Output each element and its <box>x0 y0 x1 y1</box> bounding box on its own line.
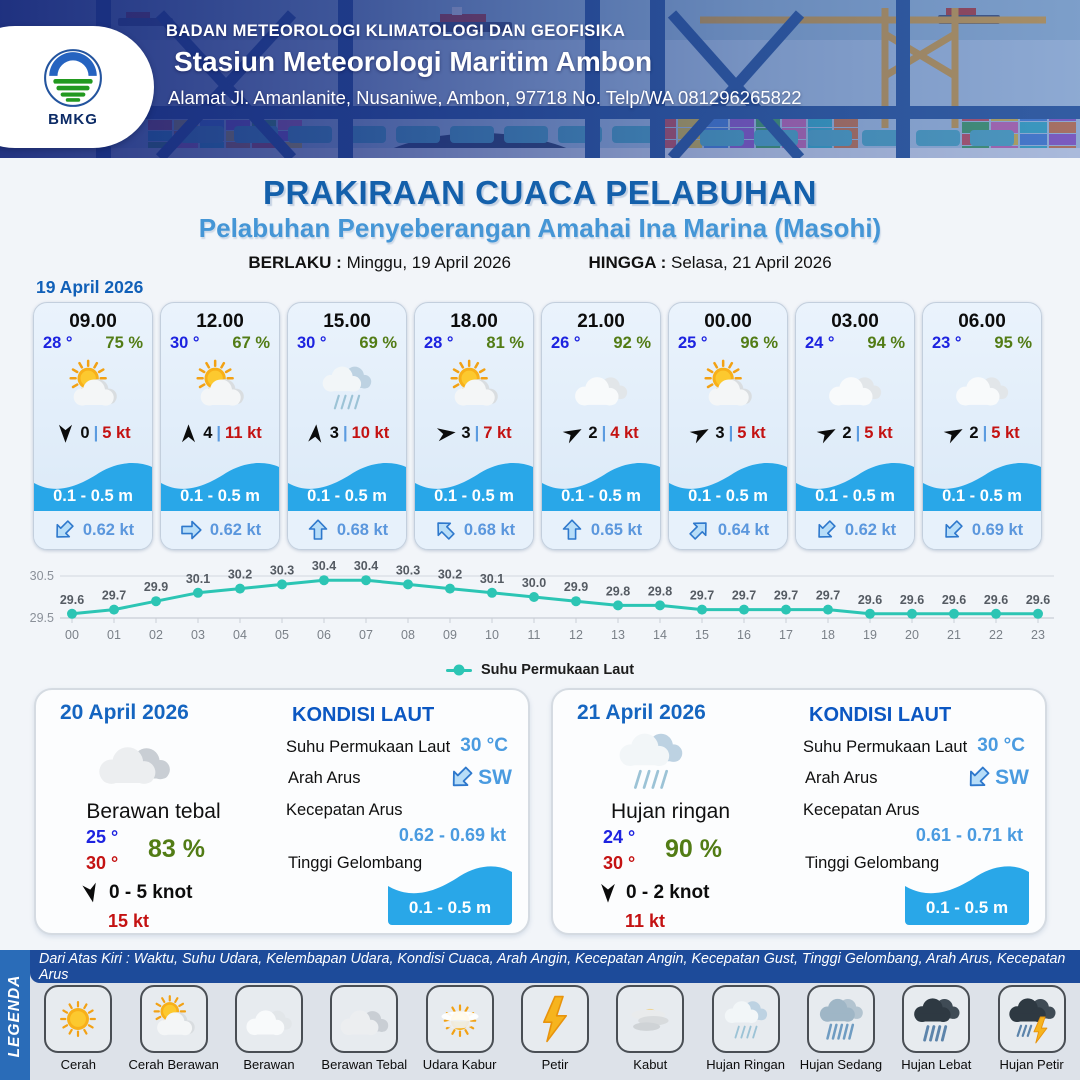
berawan-icon <box>796 356 914 418</box>
time-label: 15.00 <box>323 311 371 332</box>
humidity: 69 % <box>359 334 397 352</box>
humidity: 75 % <box>105 334 143 352</box>
svg-text:19: 19 <box>863 628 877 642</box>
temp-humidity-row <box>542 333 660 353</box>
temp-humidity-row <box>415 333 533 353</box>
svg-text:29.7: 29.7 <box>731 588 757 603</box>
berlaku-label: BERLAKU : <box>248 253 342 272</box>
svg-text:07: 07 <box>359 628 373 642</box>
svg-text:30.3: 30.3 <box>269 563 295 578</box>
current-row <box>542 511 660 549</box>
wave-height: 0.1 - 0.5 m <box>434 487 514 505</box>
wave-height: 0.1 - 0.5 m <box>180 487 260 505</box>
separator: | <box>342 424 348 442</box>
page-subtitle: Pelabuhan Penyeberangan Amahai Ina Marina (Masohi) <box>198 213 882 243</box>
wind-direction-icon <box>563 423 584 444</box>
wave-band <box>34 457 152 511</box>
temp-humidity-row <box>288 333 406 353</box>
separator: | <box>601 424 607 442</box>
current-speed: 0.69 kt <box>971 520 1024 539</box>
cerah-berawan-icon <box>669 356 787 418</box>
wave-height-label: Tinggi Gelombang <box>288 854 423 872</box>
svg-text:23: 23 <box>1031 628 1045 642</box>
svg-text:30.4: 30.4 <box>311 559 337 574</box>
gust-speed: 5 kt <box>864 424 893 442</box>
current-direction-icon <box>687 518 711 542</box>
legend-item-berawan <box>222 985 316 1072</box>
wind-speed: 2 <box>969 424 979 442</box>
wind-speed: 2 <box>842 424 852 442</box>
sst-label: Suhu Permukaan Laut <box>286 738 451 756</box>
sst-label: Suhu Permukaan Laut <box>803 738 968 756</box>
agency-name: BADAN METEOROLOGI KLIMATOLOGI DAN GEOFISIKA <box>166 22 626 40</box>
legend-item-label: Cerah Berawan <box>128 1057 219 1072</box>
wave-band <box>796 457 914 511</box>
svg-text:29.5: 29.5 <box>29 611 54 625</box>
current-row <box>161 511 279 549</box>
sea-conditions-title: KONDISI LAUT <box>809 704 952 726</box>
current-direction-icon <box>179 518 203 542</box>
daily-wind-row <box>597 882 709 904</box>
current-row <box>288 511 406 549</box>
hujan-lebat-icon <box>902 985 970 1053</box>
wind-direction-icon <box>436 423 457 444</box>
svg-text:30.1: 30.1 <box>479 571 505 586</box>
air-temperature: 30 ° <box>297 334 327 352</box>
legend-item-label: Hujan Ringan <box>706 1057 786 1072</box>
sst-chart <box>22 556 1062 674</box>
svg-text:11: 11 <box>527 628 541 642</box>
current-row <box>923 511 1041 549</box>
svg-text:29.8: 29.8 <box>647 584 673 599</box>
hujan-sedang-icon <box>807 985 875 1053</box>
svg-text:29.9: 29.9 <box>143 580 169 595</box>
svg-text:30.1: 30.1 <box>185 571 211 586</box>
daily-condition: Hujan ringan <box>610 800 731 823</box>
wave-height-box <box>388 862 512 925</box>
station-address: Alamat Jl. Amanlanite, Nusaniwe, Ambon, 97718 No. Telp/WA 081296265822 <box>168 87 802 108</box>
wind-row <box>923 423 1041 444</box>
humidity: 92 % <box>613 334 651 352</box>
legend-item-label: Hujan Lebat <box>901 1057 972 1072</box>
wave-height-value: 0.1 - 0.5 m <box>408 898 492 917</box>
svg-text:01: 01 <box>107 628 121 642</box>
separator: | <box>728 424 734 442</box>
current-speed-label: Kecepatan Arus <box>286 801 403 819</box>
current-speed: 0.64 kt <box>717 520 770 539</box>
current-speed-value: 0.62 - 0.69 kt <box>398 825 506 845</box>
temp-humidity-row <box>796 333 914 353</box>
chart-legend-marker-icon <box>446 669 472 672</box>
gust-speed: 5 kt <box>737 424 766 442</box>
legend-item-label: Berawan <box>243 1057 295 1072</box>
cerah-berawan-icon <box>34 356 152 418</box>
wave-height: 0.1 - 0.5 m <box>53 487 133 505</box>
svg-text:30.4: 30.4 <box>353 559 379 574</box>
svg-text:10: 10 <box>485 628 499 642</box>
air-temperature: 28 ° <box>43 334 73 352</box>
cerah-berawan-icon <box>161 356 279 418</box>
hujan-petir-icon <box>998 985 1066 1053</box>
legend-item-label: Cerah <box>60 1057 97 1072</box>
petir-icon <box>521 985 589 1053</box>
legend-item-hujan-lebat <box>889 985 983 1072</box>
daily-wind-range: 0 - 5 knot <box>109 882 193 903</box>
wind-row <box>415 423 533 444</box>
current-speed: 0.68 kt <box>336 520 389 539</box>
air-temperature: 25 ° <box>678 334 708 352</box>
current-direction-value <box>965 764 1029 791</box>
wind-speed: 2 <box>588 424 598 442</box>
wind-direction-icon <box>944 423 965 444</box>
svg-text:16: 16 <box>737 628 751 642</box>
wind-speed: 3 <box>461 424 471 442</box>
legend-item-label: Berawan Tebal <box>321 1057 408 1072</box>
current-direction-label: Arah Arus <box>805 769 878 787</box>
svg-text:22: 22 <box>989 628 1003 642</box>
current-direction-icon <box>560 518 584 542</box>
time-label: 06.00 <box>958 311 1006 332</box>
svg-text:29.7: 29.7 <box>815 588 841 603</box>
berawan-tebal-icon <box>88 720 180 800</box>
svg-text:13: 13 <box>611 628 625 642</box>
wave-height-box <box>905 862 1029 925</box>
wave-band <box>542 457 660 511</box>
air-temperature: 24 ° <box>805 334 835 352</box>
svg-text:04: 04 <box>233 628 247 642</box>
wind-direction-icon <box>55 423 76 444</box>
humidity: 96 % <box>740 334 778 352</box>
hujan-ringan-icon <box>288 356 406 418</box>
svg-text:12: 12 <box>569 628 583 642</box>
current-speed: 0.62 kt <box>209 520 262 539</box>
svg-text:29.7: 29.7 <box>101 588 127 603</box>
gust-speed: 4 kt <box>610 424 639 442</box>
time-label: 00.00 <box>704 311 752 332</box>
chart-legend-label: Suhu Permukaan Laut <box>480 662 635 678</box>
hingga-value: Selasa, 21 April 2026 <box>670 253 832 272</box>
svg-text:29.8: 29.8 <box>605 584 631 599</box>
current-row <box>34 511 152 549</box>
hingga-label: HINGGA : <box>588 253 667 272</box>
humidity: 95 % <box>994 334 1032 352</box>
current-direction-icon <box>814 518 838 542</box>
sea-conditions <box>795 698 1029 925</box>
wind-direction-icon <box>80 882 102 904</box>
current-direction-text: SW <box>478 765 512 789</box>
hourly-card-00.00 <box>668 302 788 550</box>
svg-text:30.3: 30.3 <box>395 563 421 578</box>
svg-text:29.6: 29.6 <box>1025 592 1051 607</box>
legend-band <box>0 950 1080 1080</box>
svg-text:30.2: 30.2 <box>227 567 253 582</box>
humidity: 94 % <box>867 334 905 352</box>
svg-text:29.7: 29.7 <box>689 588 715 603</box>
separator: | <box>474 424 480 442</box>
legend-item-cerah <box>31 985 125 1072</box>
berlaku-value: Minggu, 19 April 2026 <box>346 253 512 272</box>
time-label: 03.00 <box>831 311 879 332</box>
hourly-card-18.00 <box>414 302 534 550</box>
current-speed: 0.68 kt <box>463 520 516 539</box>
bmkg-logo-text: BMKG <box>48 110 98 128</box>
legend-item-label: Hujan Sedang <box>799 1057 883 1072</box>
hujan-ringan-icon <box>712 985 780 1053</box>
sst-value: 30 °C <box>977 735 1025 756</box>
daily-temp-min: 25 ° <box>86 827 119 847</box>
daily-condition: Berawan tebal <box>86 800 221 823</box>
wave-height: 0.1 - 0.5 m <box>561 487 641 505</box>
udara-kabur-icon <box>426 985 494 1053</box>
legend-item-udara-kabur <box>413 985 507 1072</box>
svg-text:29.6: 29.6 <box>857 592 883 607</box>
wind-row <box>34 423 152 444</box>
sea-conditions-title: KONDISI LAUT <box>292 704 435 726</box>
daily-temp-min: 24 ° <box>603 827 636 847</box>
current-direction-label: Arah Arus <box>288 769 361 787</box>
svg-text:30.5: 30.5 <box>29 569 54 583</box>
svg-text:29.6: 29.6 <box>899 592 925 607</box>
sst-value: 30 °C <box>460 735 508 756</box>
current-direction-value <box>448 764 512 791</box>
legend-item-petir <box>508 985 602 1072</box>
hourly-card-09.00 <box>33 302 153 550</box>
hujan-ringan-icon <box>605 720 697 800</box>
cerah-icon <box>44 985 112 1053</box>
wave-band <box>415 457 533 511</box>
hourly-card-15.00 <box>287 302 407 550</box>
berawan-icon <box>923 356 1041 418</box>
time-label: 21.00 <box>577 311 625 332</box>
berawan-icon <box>235 985 303 1053</box>
current-row <box>796 511 914 549</box>
daily-wind-row <box>80 882 192 904</box>
wind-direction-icon <box>817 423 838 444</box>
wind-row <box>796 423 914 444</box>
separator: | <box>855 424 861 442</box>
separator: | <box>216 424 222 442</box>
temp-humidity-row <box>669 333 787 353</box>
legend-items <box>30 985 1080 1072</box>
hourly-card-21.00 <box>541 302 661 550</box>
svg-text:00: 00 <box>65 628 79 642</box>
svg-text:30.0: 30.0 <box>521 576 547 590</box>
separator: | <box>982 424 988 442</box>
svg-text:29.6: 29.6 <box>941 592 967 607</box>
current-speed-value: 0.61 - 0.71 kt <box>915 825 1023 845</box>
humidity: 81 % <box>486 334 524 352</box>
svg-text:21: 21 <box>947 628 961 642</box>
bmkg-logo <box>0 26 154 148</box>
air-temperature: 28 ° <box>424 334 454 352</box>
svg-text:03: 03 <box>191 628 205 642</box>
wave-height-value: 0.1 - 0.5 m <box>925 898 1009 917</box>
svg-text:06: 06 <box>317 628 331 642</box>
current-speed: 0.62 kt <box>82 520 135 539</box>
wave-band <box>161 457 279 511</box>
wave-height: 0.1 - 0.5 m <box>815 487 895 505</box>
svg-text:05: 05 <box>275 628 289 642</box>
svg-text:20: 20 <box>905 628 919 642</box>
wind-row <box>161 423 279 444</box>
gust-speed: 7 kt <box>483 424 512 442</box>
wind-direction-icon <box>305 423 326 444</box>
wind-speed: 4 <box>203 424 213 442</box>
station-name: Stasiun Meteorologi Maritim Ambon <box>174 46 653 77</box>
wave-height: 0.1 - 0.5 m <box>942 487 1022 505</box>
wind-direction-icon <box>690 423 711 444</box>
wind-row <box>542 423 660 444</box>
legend-item-berawan-tebal <box>317 985 411 1072</box>
berawan-icon <box>542 356 660 418</box>
header-text-block <box>166 22 802 109</box>
svg-text:15: 15 <box>695 628 709 642</box>
current-direction-icon <box>306 518 330 542</box>
humidity: 67 % <box>232 334 270 352</box>
gust-speed: 11 kt <box>225 424 262 442</box>
wave-band <box>288 457 406 511</box>
legend-title: LEGENDA <box>6 974 23 1058</box>
temp-humidity-row <box>161 333 279 353</box>
forecast-date: 19 April 2026 <box>36 277 144 297</box>
daily-date: 20 April 2026 <box>60 701 189 724</box>
legend-item-label: Udara Kabur <box>422 1057 497 1072</box>
daily-card-21-april <box>551 688 1047 935</box>
legend-item-hujan-petir <box>985 985 1079 1072</box>
current-direction-icon <box>965 764 992 791</box>
daily-card-20-april <box>34 688 530 935</box>
svg-text:29.6: 29.6 <box>59 592 85 607</box>
gust-speed: 5 kt <box>102 424 131 442</box>
cerah-berawan-icon <box>140 985 208 1053</box>
current-row <box>669 511 787 549</box>
current-direction-icon <box>52 518 76 542</box>
legend-note: Dari Atas Kiri : Waktu, Suhu Udara, Kelembapan Udara, Kondisi Cuaca, Arah Angin, Kecepatan Angin, Kecepatan Gust, Tinggi Gelombang, Arah Arus, Kecepatan Arus <box>30 950 1080 983</box>
header-banner <box>0 0 1080 158</box>
wind-speed: 3 <box>329 424 339 442</box>
time-label: 18.00 <box>450 311 498 332</box>
gust-speed: 5 kt <box>991 424 1020 442</box>
legend-item-kabut <box>603 985 697 1072</box>
hourly-cards-row <box>33 302 1047 550</box>
svg-text:08: 08 <box>401 628 415 642</box>
wave-band <box>669 457 787 511</box>
current-row <box>415 511 533 549</box>
current-speed: 0.65 kt <box>590 520 643 539</box>
daily-temp-max: 30 ° <box>603 853 636 873</box>
legend-item-label: Hujan Petir <box>999 1057 1064 1072</box>
legend-title-strip <box>0 950 30 1080</box>
daily-gust: 11 kt <box>625 911 666 931</box>
wave-height: 0.1 - 0.5 m <box>688 487 768 505</box>
legend-item-label: Petir <box>541 1057 569 1072</box>
validity-line <box>0 253 1080 273</box>
current-direction-icon <box>448 764 475 791</box>
wind-speed: 3 <box>715 424 725 442</box>
kabut-icon <box>616 985 684 1053</box>
daily-humidity: 83 % <box>148 835 205 863</box>
wind-row <box>288 423 406 444</box>
temp-humidity-row <box>923 333 1041 353</box>
legend-item-cerah-berawan <box>127 985 221 1072</box>
current-direction-icon <box>941 518 965 542</box>
air-temperature: 23 ° <box>932 334 962 352</box>
daily-temp-max: 30 ° <box>86 853 119 873</box>
berawan-tebal-icon <box>330 985 398 1053</box>
air-temperature: 30 ° <box>170 334 200 352</box>
svg-text:29.7: 29.7 <box>773 588 799 603</box>
wave-band <box>923 457 1041 511</box>
gust-speed: 10 kt <box>351 424 390 442</box>
hourly-card-12.00 <box>160 302 280 550</box>
svg-text:02: 02 <box>149 628 163 642</box>
daily-humidity: 90 % <box>665 835 722 863</box>
svg-text:29.6: 29.6 <box>983 592 1009 607</box>
time-label: 12.00 <box>196 311 244 332</box>
page-title: PRAKIRAAN CUACA PELABUHAN <box>263 174 817 211</box>
svg-text:30.2: 30.2 <box>437 567 463 582</box>
cerah-berawan-icon <box>415 356 533 418</box>
svg-text:29.9: 29.9 <box>563 580 589 595</box>
wind-row <box>669 423 787 444</box>
svg-text:14: 14 <box>653 628 667 642</box>
separator: | <box>93 424 99 442</box>
wave-height: 0.1 - 0.5 m <box>307 487 387 505</box>
chart-legend <box>0 662 1080 678</box>
current-speed: 0.62 kt <box>844 520 897 539</box>
hourly-card-03.00 <box>795 302 915 550</box>
svg-text:18: 18 <box>821 628 835 642</box>
hourly-card-06.00 <box>922 302 1042 550</box>
daily-date: 21 April 2026 <box>577 701 706 724</box>
time-label: 09.00 <box>69 311 117 332</box>
wind-direction-icon <box>178 423 199 444</box>
daily-wind-range: 0 - 2 knot <box>626 882 710 903</box>
air-temperature: 26 ° <box>551 334 581 352</box>
svg-text:17: 17 <box>779 628 793 642</box>
sea-conditions <box>278 698 512 925</box>
legend-item-label: Kabut <box>633 1057 668 1072</box>
svg-text:09: 09 <box>443 628 457 642</box>
wave-height-label: Tinggi Gelombang <box>805 854 940 872</box>
wind-direction-icon <box>597 882 619 904</box>
wind-speed: 0 <box>80 424 90 442</box>
daily-gust: 15 kt <box>108 911 150 931</box>
legend-item-hujan-ringan <box>699 985 793 1072</box>
current-direction-text: SW <box>995 765 1029 789</box>
bmkg-logo-icon <box>42 47 104 109</box>
current-speed-label: Kecepatan Arus <box>803 801 920 819</box>
temp-humidity-row <box>34 333 152 353</box>
current-direction-icon <box>433 518 457 542</box>
legend-item-hujan-sedang <box>794 985 888 1072</box>
